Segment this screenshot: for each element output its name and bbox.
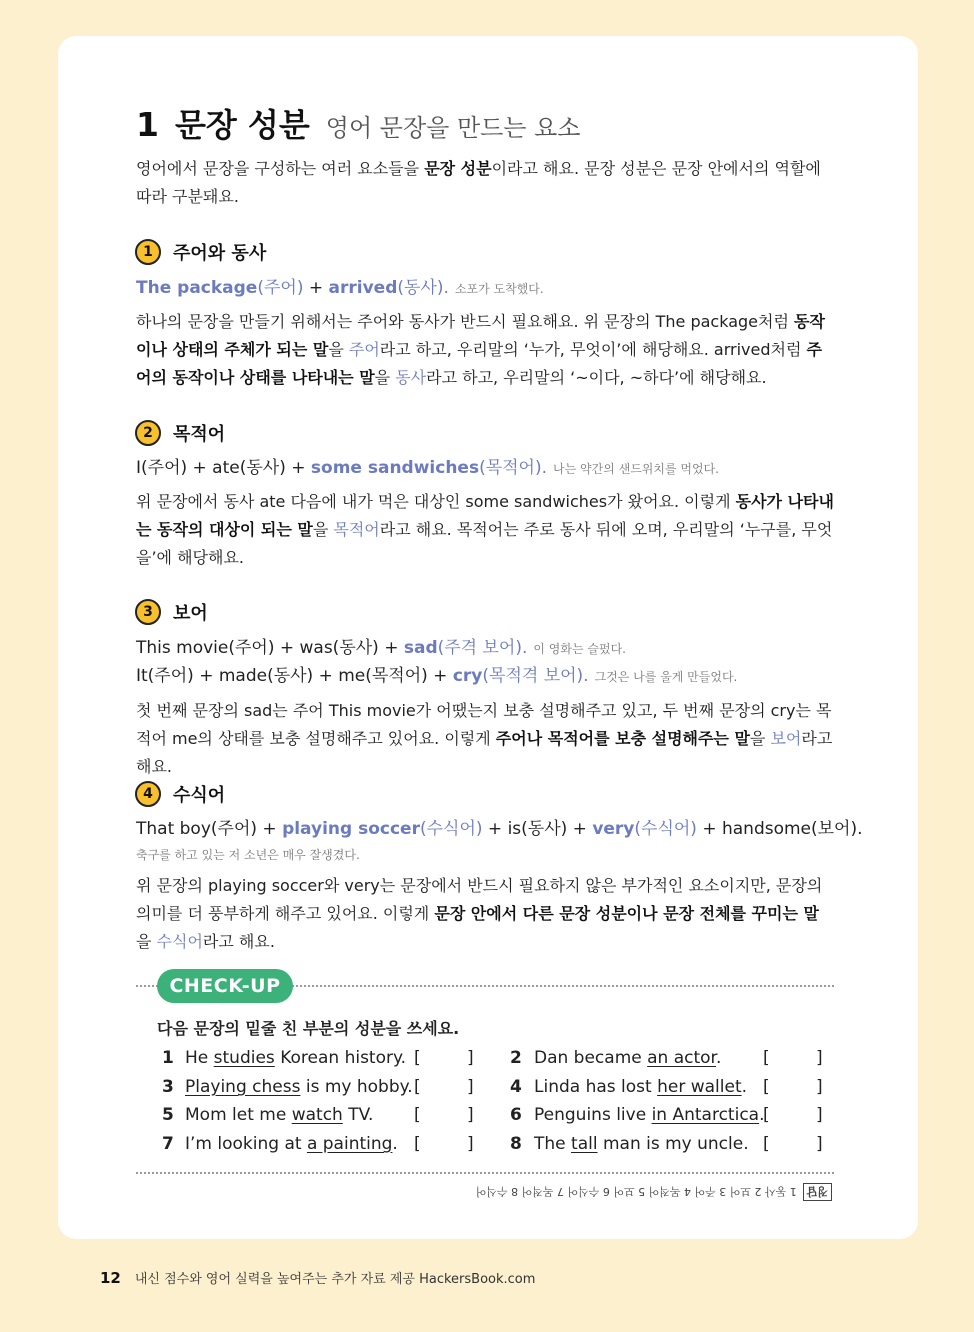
answer-bracket-open[interactable]: [ <box>763 1077 770 1097</box>
answer-key-upside-down <box>470 1184 832 1200</box>
question-sentence: Dan became an actor. <box>534 1048 722 1068</box>
checkup-instruction: 다음 문장의 밑줄 친 부분의 성분을 쓰세요. <box>157 1019 460 1038</box>
page-number: 12 <box>100 1268 121 1287</box>
answer-bracket-close: ] <box>816 1105 823 1125</box>
section-title: 보어 <box>173 603 208 624</box>
answer-bracket-close: ] <box>816 1077 823 1097</box>
answer-bracket-open[interactable]: [ <box>414 1077 421 1097</box>
answer-text: 1 동사 2 보어 3 주어 4 목적어 5 보어 6 수식어 7 목적어 8 수식어 <box>475 1185 797 1198</box>
section-4-body: 위 문장의 playing soccer와 very는 문장에서 반드시 필요하지 않은 부가적인 요소이지만, 문장의 의미를 더 풍부하게 해주고 있어요. 이렇게 문장 안에서 다른 문장 성분이나 문장 전체를 꾸미는 말을 수식어라고 해요. <box>136 876 823 951</box>
question-sentence: Mom let me watch TV. <box>185 1105 374 1125</box>
question-sentence: He studies Korean history. <box>185 1048 407 1068</box>
section-1-example: The package(주어) + arrived(동사). 소포가 도착했다. <box>136 278 544 298</box>
question-number: 4 <box>510 1077 522 1097</box>
section-1-body: 하나의 문장을 만들기 위해서는 주어와 동사가 반드시 필요해요. 위 문장의 The package처럼 동작이나 상태의 주체가 되는 말을 주어라고 하고, 우리말의 ‘누가, 무엇이’에 해당해요. arrived처럼 주어의 동작이나 상태를 나타내는 말을 동사라고 하고, 우리말의 ‘~이다, ~하다’에 해당해요. <box>136 312 825 387</box>
answer-bracket-open[interactable]: [ <box>414 1105 421 1125</box>
answer-bracket-close: ] <box>467 1077 474 1097</box>
section-2-heading <box>135 420 225 446</box>
section-title: 수식어 <box>173 785 226 806</box>
question-sentence: Linda has lost her wallet. <box>534 1077 748 1097</box>
answer-bracket-open[interactable]: [ <box>763 1048 770 1068</box>
section-number-badge: 2 <box>135 420 161 446</box>
answer-bracket-open[interactable]: [ <box>763 1105 770 1125</box>
question-sentence: I’m looking at a painting. <box>185 1134 398 1154</box>
intro-paragraph: 영어에서 문장을 구성하는 여러 요소들을 문장 성분이라고 해요. 문장 성분은 문장 안에서의 역할에 따라 구분돼요. <box>136 159 821 206</box>
section-title: 목적어 <box>173 424 226 445</box>
question-number: 3 <box>162 1077 174 1097</box>
chapter-subtitle: 영어 문장을 만드는 요소 <box>325 114 581 142</box>
footer-text: 내신 점수와 영어 실력을 높여주는 추가 자료 제공 HackersBook.com <box>134 1272 536 1287</box>
answer-bracket-close: ] <box>816 1048 823 1068</box>
answer-bracket-close: ] <box>467 1048 474 1068</box>
answer-bracket-close: ] <box>467 1134 474 1154</box>
question-number: 6 <box>510 1105 522 1125</box>
answer-bracket-close: ] <box>816 1134 823 1154</box>
section-number-badge: 4 <box>135 781 161 807</box>
chapter-number: 1 <box>136 105 159 144</box>
question-sentence: Playing chess is my hobby. <box>185 1077 413 1097</box>
chapter-main-title: 문장 성분 <box>174 106 310 144</box>
question-number: 5 <box>162 1105 174 1125</box>
section-number-badge: 3 <box>135 599 161 625</box>
answer-label: 정답 <box>803 1183 832 1201</box>
answer-bracket-open[interactable]: [ <box>414 1134 421 1154</box>
question-sentence: The tall man is my uncle. <box>534 1134 749 1154</box>
checkup-badge: CHECK-UP <box>157 969 293 1003</box>
section-3-body: 첫 번째 문장의 sad는 주어 This movie가 어땠는지 보충 설명해주고 있고, 두 번째 문장의 cry는 목적어 me의 상태를 보충 설명해주고 있어요. 이렇게 주어나 목적어를 보충 설명해주는 말을 보어라고 해요. <box>136 701 833 776</box>
answer-bracket-close: ] <box>467 1105 474 1125</box>
question-number: 2 <box>510 1048 522 1068</box>
question-number: 7 <box>162 1134 174 1154</box>
chapter-title <box>136 100 581 146</box>
question-number: 1 <box>162 1048 174 1068</box>
section-number-badge: 1 <box>135 239 161 265</box>
section-2-example: I(주어) + ate(동사) + some sandwiches(목적어). 나는 약간의 샌드위치를 먹었다. <box>136 458 719 478</box>
section-3-example-1: This movie(주어) + was(동사) + sad(주격 보어). 이 영화는 슬펐다. <box>136 638 626 658</box>
checkup-bottom-divider <box>136 1172 834 1174</box>
question-sentence: Penguins live in Antarctica. <box>534 1105 765 1125</box>
answer-bracket-open[interactable]: [ <box>763 1134 770 1154</box>
section-4-example: That boy(주어) + playing soccer(수식어) + is(동사) + very(수식어) + handsome(보어). <box>136 819 863 839</box>
section-4-heading <box>135 781 225 807</box>
section-1-heading <box>135 239 266 265</box>
answer-bracket-open[interactable]: [ <box>414 1048 421 1068</box>
section-4-translation: 축구를 하고 있는 저 소년은 매우 잘생겼다. <box>136 848 360 862</box>
page-footer <box>100 1268 535 1287</box>
section-title: 주어와 동사 <box>173 243 267 264</box>
section-3-heading <box>135 599 208 625</box>
question-number: 8 <box>510 1134 522 1154</box>
section-2-body: 위 문장에서 동사 ate 다음에 내가 먹은 대상인 some sandwiches가 왔어요. 이렇게 동사가 나타내는 동작의 대상이 되는 말을 목적어라고 해요. 목적어는 주로 동사 뒤에 오며, 우리말의 ‘누구를, 무엇을’에 해당해요. <box>136 492 834 567</box>
section-3-example-2: It(주어) + made(동사) + me(목적어) + cry(목적격 보어). 그것은 나를 울게 만들었다. <box>136 666 738 686</box>
